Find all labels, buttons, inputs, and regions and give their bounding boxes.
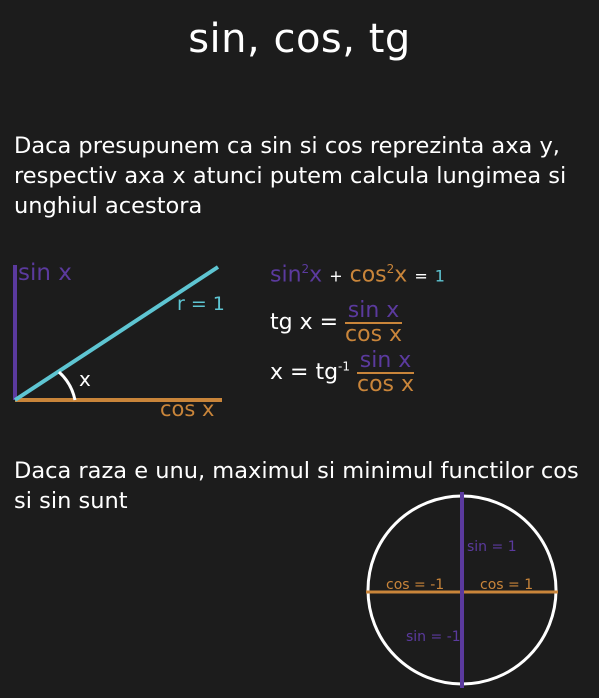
f3-lhs: x = tg: [270, 360, 339, 385]
radius-side: [15, 267, 218, 400]
f1-sin-var: x: [309, 262, 323, 288]
f3-fraction: [357, 350, 414, 396]
radius-paragraph: Daca raza e unu, maximul si minimul functilor cos si sin sunt: [14, 458, 579, 514]
f2-fraction: [345, 300, 402, 346]
f1-sin: sin: [270, 262, 302, 288]
f1-cos-exp: 2: [386, 262, 395, 276]
formula-tangent: [270, 300, 402, 346]
angle-arc: [59, 372, 75, 400]
formula-identity: [270, 262, 445, 287]
f1-sin-exp: 2: [301, 262, 310, 276]
f1-plus: +: [329, 266, 343, 286]
f3-exp: -1: [338, 359, 350, 374]
f1-equals: =: [414, 266, 428, 286]
cos-min-label: cos = -1: [386, 577, 445, 593]
f3-numerator: sin x: [357, 350, 414, 374]
formula-arctangent: [270, 350, 414, 396]
f1-cos: cos: [349, 262, 387, 288]
f2-numerator: sin x: [345, 300, 402, 324]
intro-paragraph: Daca presupunem ca sin si cos reprezinta axa y, respectiv axa x atunci putem calcula lungimea si unghiul acestora: [14, 133, 567, 219]
cos-max-label: cos = 1: [480, 577, 534, 593]
radius-label: r = 1: [177, 293, 225, 315]
sin-max-label: sin = 1: [467, 539, 517, 555]
page-title: sin, cos, tg: [188, 16, 411, 62]
f1-result: 1: [434, 266, 445, 286]
angle-label: x: [79, 367, 91, 391]
cos-label: cos x: [160, 397, 215, 421]
f1-cos-var: x: [394, 262, 408, 288]
sin-min-label: sin = -1: [406, 629, 461, 645]
f3-denominator: cos x: [357, 372, 415, 397]
f2-denominator: cos x: [345, 322, 403, 347]
f2-lhs: tg x =: [270, 310, 339, 335]
sin-label: sin x: [18, 260, 72, 286]
